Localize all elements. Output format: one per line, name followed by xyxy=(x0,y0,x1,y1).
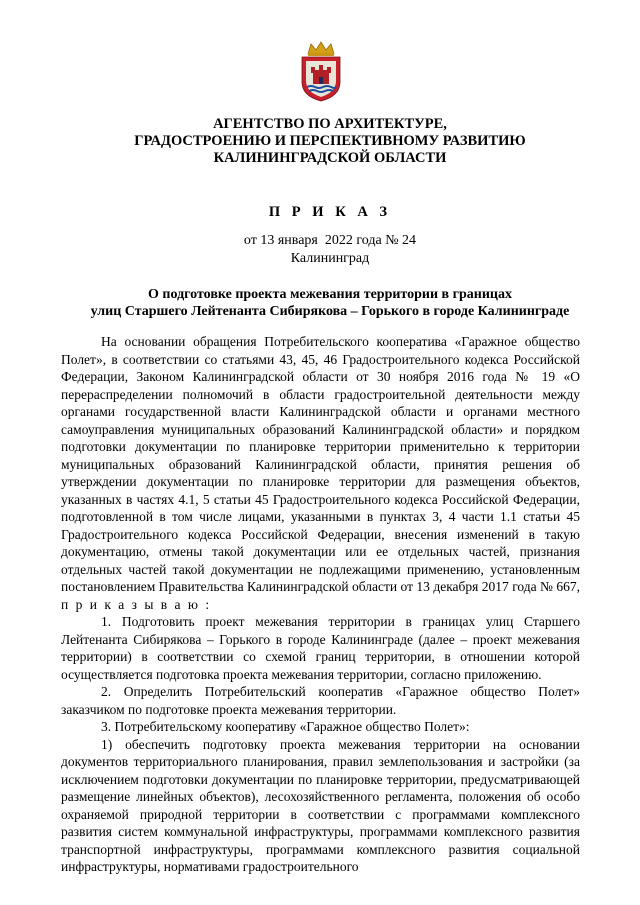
coat-of-arms-icon xyxy=(298,40,344,102)
item-3-1: 1) обеспечить подготовку проекта межевания территории на основании документов территориального планирования, правил землепользования и застройки (за исключением подготовки документации по планировке территории, предусматривающей размещение линейных объектов), лесохозяйственного регламента, положения об особо охраняемой природной территории в соответствии с программами комплексного развития систем коммунальной инфраструктуры, программами комплексного развития транспортной инфраструктуры, программами комплексного развития социальной инфраструктуры, нормативами градостроительного xyxy=(61,736,580,874)
subject-line-2: улиц Старшего Лейтенанта Сибирякова – Горького в городе Калининграде xyxy=(90,304,570,319)
agency-line-1: АГЕНТСТВО ПО АРХИТЕКТУРЕ, xyxy=(213,116,447,132)
order-title: П Р И К А З xyxy=(268,204,392,220)
subject-line-1: О подготовке проекта межевания территории в границах xyxy=(148,287,512,302)
agency-line-2: ГРАДОСТРОЕНИЮ И ПЕРСПЕКТИВНОМУ РАЗВИТИЮ xyxy=(134,133,526,149)
agency-line-3: КАЛИНИНГРАДСКОЙ ОБЛАСТИ xyxy=(213,150,447,166)
order-date-line: от 13 января 2022 года № 24 xyxy=(243,233,417,248)
item-1: 1. Подготовить проект межевания территории в границах улиц Старшего Лейтенанта Сибирякова – Горького в городе Калининграде (далее – проект межевания территории) в соответствии со схемой границ территории, в отношении которой осуществляется подготовка проекта межевания территории, согласно приложению. xyxy=(61,614,580,682)
item-2: 2. Определить Потребительский кооператив «Гаражное общество Полет» заказчиком по подготовке проекта межевания территории. xyxy=(61,684,580,717)
orders-word: п р и к а з ы в а ю : xyxy=(61,596,212,612)
order-date-block xyxy=(60,232,600,268)
document-body xyxy=(61,333,580,876)
order-city: Калининград xyxy=(290,251,370,266)
order-subject xyxy=(60,286,600,320)
item-3: 3. Потребительскому кооперативу «Гаражное общество Полет»: xyxy=(101,719,470,734)
agency-name xyxy=(60,116,600,167)
preamble-paragraph xyxy=(61,333,580,613)
preamble-text: На основании обращения Потребительского кооператива «Гаражное общество Полет», в соответствии со статьями 43, 45, 46 Градостроительного кодекса Российской Федерации, Законом Калининградской области от 30 ноября 2016 года № 19 «О перераспределении полномочий в области градостроительной деятельности между органами государственной власти Калининградской области и органами местного самоуправления муниципальных образований Калининградской области» и порядком подготовки документации по планировке территории применительно к территории муниципальных образований Калининградской области, принятия решения об утверждении документации по планировке территории для размещения объектов, указанных в частях 4.1, 5 статьи 45 Градостроительного кодекса Российской Федерации, подготовленной в том числе лицами, указанными в пунктах 3, 4 части 1.1 статьи 45 Градостроительного кодекса Российской Федерации, внесения изменений в такую документацию, отмены такой документации или ее отдельных частей, признания отдельных частей такой документации не подлежащими применению, установленным постановлением Правительства Калининградской области от 13 декабря 2017 года № 667, xyxy=(61,334,580,594)
